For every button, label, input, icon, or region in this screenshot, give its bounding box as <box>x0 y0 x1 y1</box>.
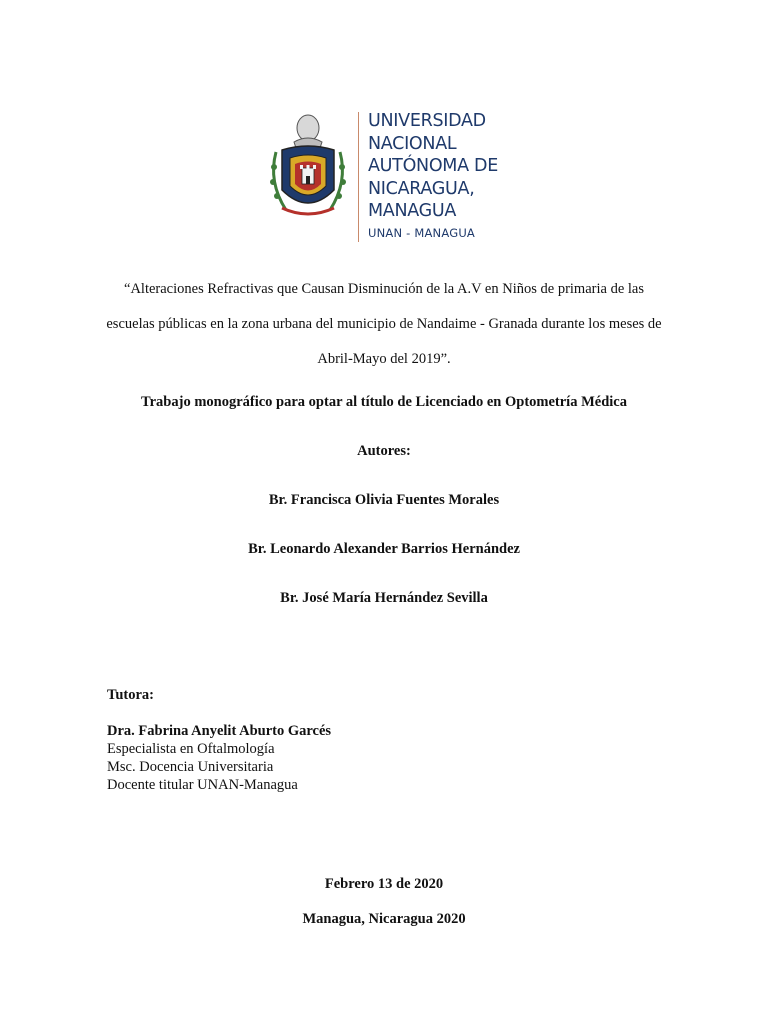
university-name-line: NICARAGUA, <box>368 178 475 199</box>
thesis-title-line: escuelas públicas en la zona urbana del municipio de Nandaime - Granada durante los meses de <box>106 316 662 332</box>
author-name: Br. Francisca Olivia Fuentes Morales <box>268 492 500 508</box>
university-name-line: AUTÓNOMA DE <box>368 156 498 176</box>
tutor-credential: Msc. Docencia Universitaria <box>107 759 274 775</box>
thesis-title <box>80 272 688 377</box>
university-logo <box>266 108 506 248</box>
tutor-credential: Especialista en Oftalmología <box>107 741 275 757</box>
thesis-title-line: “Alteraciones Refractivas que Causan Disminución de la A.V en Niños de primaria de las <box>124 281 644 297</box>
authors-heading: Autores: <box>357 443 411 459</box>
tutor-heading: Tutora: <box>107 687 154 703</box>
logo-divider <box>358 112 359 242</box>
thesis-title-line: Abril-Mayo del 2019”. <box>317 351 451 367</box>
submission-date: Febrero 13 de 2020 <box>324 876 444 892</box>
tutor-credential: Docente titular UNAN-Managua <box>107 777 298 793</box>
university-name-line: MANAGUA <box>368 201 457 221</box>
university-abbreviation: UNAN - MANAGUA <box>368 226 476 240</box>
university-name-line: NACIONAL <box>368 133 457 154</box>
university-crest-icon <box>266 112 350 224</box>
author-name: Br. Leonardo Alexander Barrios Hernández <box>248 541 520 557</box>
tutor-section <box>107 686 331 794</box>
author-name: Br. José María Hernández Sevilla <box>280 590 488 606</box>
university-name-line: UNIVERSIDAD <box>368 111 486 131</box>
tutor-name: Dra. Fabrina Anyelit Aburto Garcés <box>107 723 332 739</box>
degree-statement: Trabajo monográfico para optar al título de Licenciado en Optometría Médica <box>141 394 627 410</box>
submission-place: Managua, Nicaragua 2020 <box>302 911 466 927</box>
university-name <box>368 110 498 223</box>
